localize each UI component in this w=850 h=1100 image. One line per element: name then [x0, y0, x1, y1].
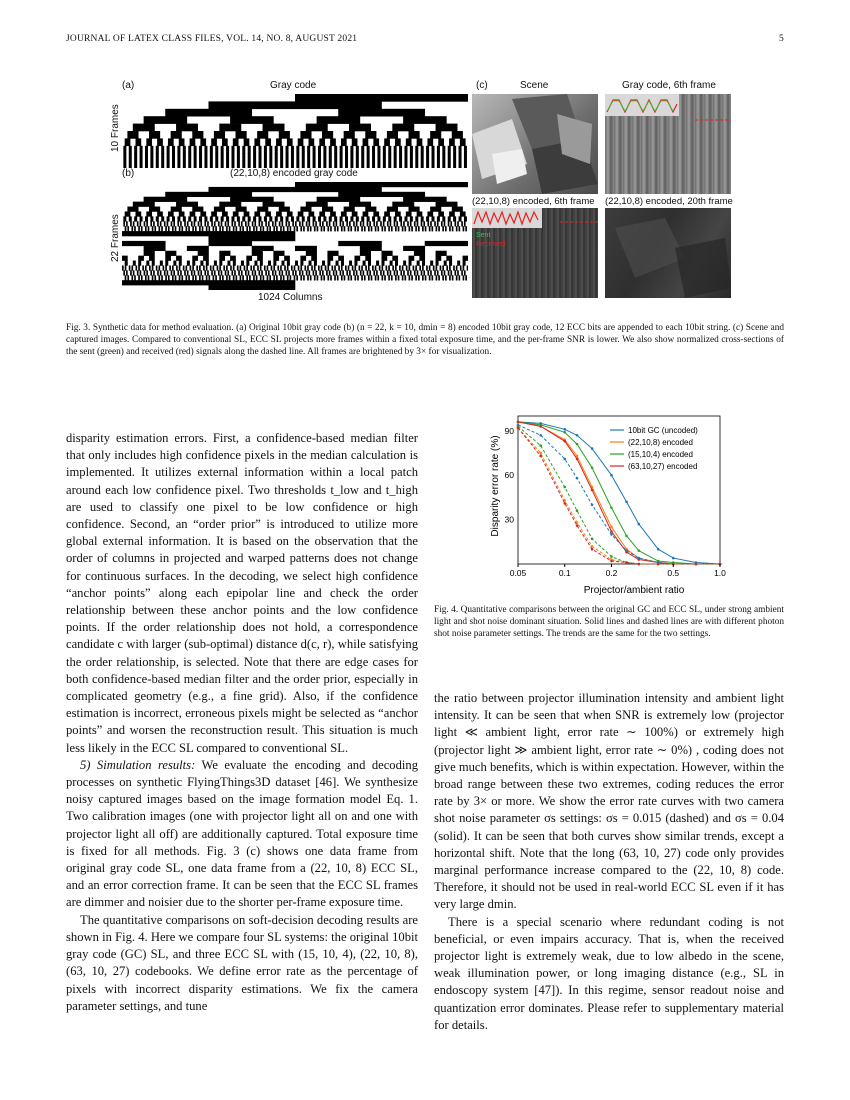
right-column — [434, 690, 784, 1034]
x-tick-label: 0.05 — [509, 568, 527, 578]
legend-entry: (63,10,27) encoded — [628, 462, 698, 471]
data-point — [576, 434, 579, 437]
scene-image — [472, 94, 598, 194]
legend-sent: Sent — [476, 232, 491, 239]
series-line — [518, 426, 720, 564]
chart-ylabel: Disparity error rate (%) — [490, 435, 501, 537]
data-point — [657, 563, 660, 566]
panel-a-ylabel: 10 Frames — [110, 104, 121, 152]
data-point — [610, 533, 613, 536]
series-line — [518, 428, 720, 564]
data-point — [563, 440, 566, 443]
data-point — [517, 427, 520, 430]
data-point — [576, 509, 579, 512]
legend-entry: (22,10,8) encoded — [628, 438, 693, 447]
paragraph — [66, 757, 418, 912]
data-point — [638, 549, 641, 552]
data-point — [563, 458, 566, 461]
data-point — [591, 489, 594, 492]
y-tick-label: 90 — [504, 425, 514, 436]
figure-4-chart — [484, 408, 774, 598]
paragraph: There is a special scenario where redundant coding is not beneficial, or even impairs accuracy. That is, when the received projector light is extremely weak, due to low albedo in the scene, weak illumination power, or long imaging distance (e.g., SL in endoscopy system [47]). In this regime, sensor readout noise and quantization error dominates. Please refer to supplementary material for details. — [434, 914, 784, 1032]
scene-title: Scene — [520, 80, 549, 91]
data-point — [591, 548, 594, 551]
panel-b-label: (b) — [122, 168, 135, 179]
panel-b-title: (22,10,8) encoded gray code — [230, 168, 358, 179]
data-point — [638, 557, 641, 560]
data-point — [625, 535, 628, 538]
x-tick-label: 1.0 — [714, 568, 726, 578]
data-point — [695, 563, 698, 566]
data-point — [610, 560, 613, 563]
data-point — [657, 548, 660, 551]
encoded-gray-code-pattern — [122, 182, 468, 290]
page-number: 5 — [779, 34, 784, 44]
data-point — [591, 504, 594, 507]
data-point — [610, 506, 613, 509]
gray-code-6th-frame-image — [605, 94, 731, 194]
panel-b-ylabel: 22 Frames — [110, 214, 121, 262]
data-point — [625, 501, 628, 504]
panel-a-title: Gray code — [270, 80, 317, 91]
paragraph-body: We evaluate the encoding and decoding processes on synthetic FlyingThings3D dataset [46]. We synthesize noisy captured images based on the image formation model Eq. 1. Two calibration images (one with projector light all on and one with projector light all off) are additionally captured. Total exposure time is fixed for all methods. Fig. 3 (c) shows one data frame from original gray code SL, one data frame from a (22, 10, 8) ECC SL, and an error correction frame. It can be seen that the ECC SL frames are dimmer and noisier due to the shorter per-frame exposure time. — [66, 757, 418, 910]
data-point — [517, 421, 520, 424]
y-tick-label: 60 — [504, 470, 514, 481]
chart-xlabel: Projector/ambient ratio — [583, 585, 685, 596]
data-point — [576, 524, 579, 527]
figure-4-caption: Fig. 4. Quantitative comparisons between the original GC and ECC SL, under strong ambient light and shot noise dominant situation. Solid lines and dashed lines are with different photon shot noise parameter settings. The trends are the same for the two settings. — [434, 605, 784, 639]
encoded-6th-frame-image — [472, 208, 598, 298]
running-header: JOURNAL OF LATEX CLASS FILES, VOL. 14, NO. 8, AUGUST 2021 — [66, 34, 358, 44]
data-point — [591, 467, 594, 470]
panel-b-xlabel: 1024 Columns — [258, 292, 323, 303]
data-point — [539, 452, 542, 455]
data-point — [539, 455, 542, 458]
encoded-20th-title: (22,10,8) encoded, 20th frame — [605, 196, 733, 207]
data-point — [610, 555, 613, 558]
x-tick-label: 0.1 — [558, 568, 571, 578]
data-point — [539, 444, 542, 447]
data-point — [591, 538, 594, 541]
y-tick-label: 30 — [504, 514, 514, 525]
data-point — [638, 523, 641, 526]
paragraph: The quantitative comparisons on soft-decision decoding results are shown in Fig. 4. Here we compare four SL systems: the original 10bit gray code (GC) SL, and three ECC SL with (15, 10, 4), (22, 10, 8), (63, 10, 27) codebooks. We define error rate as the percentage of pixels with incorrect disparity estimations. We fix the camera parameter settings, and tune — [66, 912, 418, 1013]
data-point — [576, 477, 579, 480]
data-point — [563, 431, 566, 434]
panel-c-label: (c) — [476, 80, 488, 91]
section-heading: 5) Simulation results: — [80, 757, 196, 772]
paragraph: disparity estimation errors. First, a confidence-based median filter that only includes high confidence pixels in the median calculation is implemented. It utilizes external information within a local patch around each low confidence pixel. Two thresholds t_low and t_high are used to classify one pixel to be low confidence or high confidence. Second, an “order prior” is introduced to utilize more global external information. It is based on the observation that the order of columns in projected and warped patterns does not change for continuous surfaces. In the decoding, we select high confidence “anchor points” along each epipolar line and check the order relationship between these anchor points and the low confidence points. If the order relationship does not hold, a correspondence candidate c with larger (sub-optimal) distance d(c, r), while satisfying the order relationship, is selected. Note that there are edge cases for both confidence-based median filter and the order prior, especially in complicated geometry (e.g., a fine grid). Also, if the confidence estimation is incorrect, erroneous pixels might be selected as “anchor points” and worsen the reconstruction result. This situation is much less likely in the ECC SL compared to conventional SL. — [66, 431, 418, 755]
panel-a-label: (a) — [122, 80, 135, 91]
data-point — [563, 486, 566, 489]
data-point — [539, 434, 542, 437]
x-tick-label: 0.5 — [667, 568, 680, 578]
left-column — [66, 430, 418, 1015]
gray-code-pattern — [122, 94, 468, 168]
data-point — [563, 502, 566, 505]
figure-3 — [108, 76, 744, 304]
data-point — [625, 561, 628, 564]
legend-entry: (15,10,4) encoded — [628, 450, 693, 459]
data-point — [610, 526, 613, 529]
data-point — [638, 563, 641, 566]
gc6-title: Gray code, 6th frame — [622, 80, 716, 91]
data-point — [610, 474, 613, 477]
encoded-6th-title: (22,10,8) encoded, 6th frame — [472, 196, 595, 207]
data-point — [563, 428, 566, 431]
legend-received: Received — [476, 241, 506, 248]
data-point — [576, 443, 579, 446]
series-line — [518, 428, 720, 564]
figure-3-caption: Fig. 3. Synthetic data for method evaluation. (a) Original 10bit gray code (b) (n = 22, k = 10, dmin = 8) encoded 10bit gray code, 12 ECC bits are appended to each 10bit string. (c) Scene and captured images. Compared to conventional SL, ECC SL projects more frames within a fixed total exposure time, and the per-frame SNR is lower. We also show normalized cross-sections of the sent (green) and received (red) signals along the dashed line. All frames are brightened by 3× for visualization. — [66, 323, 784, 357]
paragraph: the ratio between projector illumination intensity and ambient light intensity. It can be seen that when SNR is extremely low (projector light ≪ ambient light, error rate ∼ 100%) or extremely high (projector light ≫ ambient light, error rate ∼ 0%) , coding does not give much benefits, which is within expectation. However, within the broad range between these two extremes, coding reduces the error rate by 3× or more. We show the error rate curves with two camera shot noise parameter σs settings: σs = 0.015 (dashed) and σs = 0.04 (solid). It can be seen that both curves show similar trends, except a horizontal shift. Note that the long (63, 10, 27) code only provides marginal performance increase compared to the (22, 10, 8) code. Therefore, it should not be used in real-world ECC SL even if it has very large dmin. — [434, 691, 784, 912]
data-point — [539, 425, 542, 428]
data-point — [591, 447, 594, 450]
encoded-20th-frame-image — [605, 208, 731, 298]
x-tick-label: 0.2 — [605, 568, 618, 578]
legend-entry: 10bit GC (uncoded) — [628, 426, 698, 435]
data-point — [576, 458, 579, 461]
data-point — [672, 557, 675, 560]
data-point — [625, 549, 628, 552]
